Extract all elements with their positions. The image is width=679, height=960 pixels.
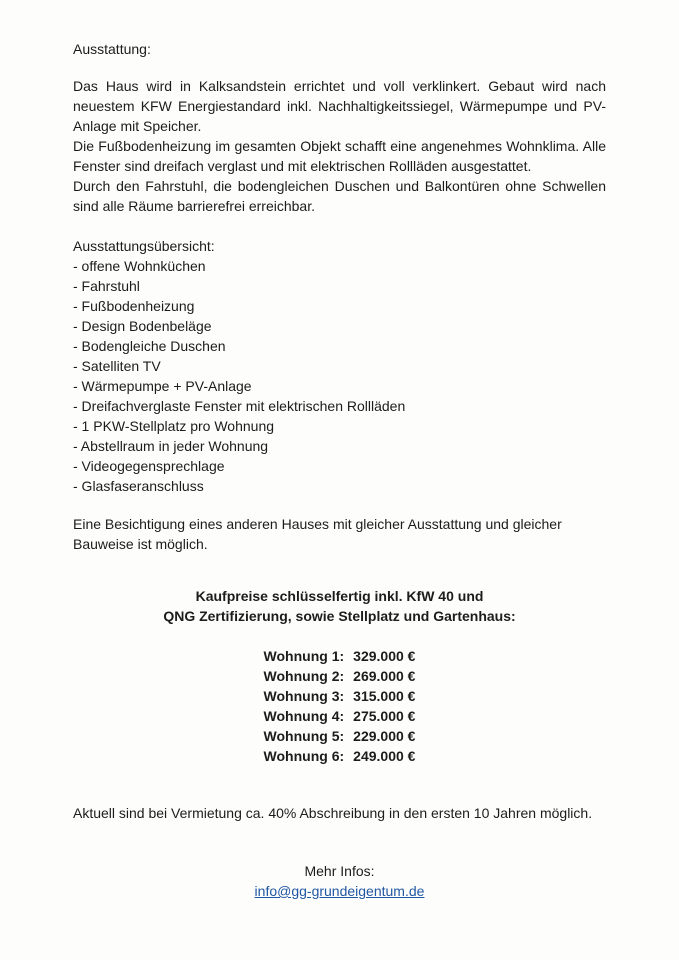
feature-item: - offene Wohnküchen	[73, 258, 206, 274]
prices-heading-line: QNG Zertifizierung, sowie Stellplatz und Gartenhaus:	[163, 608, 516, 624]
price-unit-label: Wohnung 2:	[263, 668, 345, 684]
feature-item: - Satelliten TV	[73, 358, 161, 374]
paragraph-line: Die Fußbodenheizung im gesamten Objekt schafft eine angenehmes Wohnklima. Alle	[73, 138, 606, 154]
feature-item: - 1 PKW-Stellplatz pro Wohnung	[73, 418, 275, 434]
intro-paragraph-accessibility	[73, 176, 606, 216]
paragraph-line: Durch den Fahrstuhl, die bodengleichen Duschen und Balkontüren ohne Schwellen	[73, 178, 606, 194]
email-link[interactable]: info@gg-grundeigentum.de	[254, 883, 425, 899]
feature-item: - Bodengleiche Duschen	[73, 338, 226, 354]
paragraph-line: sind alle Räume barrierefrei erreichbar.	[73, 198, 315, 214]
contact-section	[73, 861, 606, 901]
features-list	[73, 256, 606, 496]
tax-note: Aktuell sind bei Vermietung ca. 40% Abschreibung in den ersten 10 Jahren möglich.	[73, 805, 593, 821]
feature-item: - Abstellraum in jeder Wohnung	[73, 438, 269, 454]
section-label-ausstattung: Ausstattung:	[73, 41, 151, 57]
visit-note	[73, 514, 606, 554]
price-row	[73, 746, 606, 766]
feature-item: - Design Bodenbeläge	[73, 318, 212, 334]
price-value: 249.000 €	[353, 748, 416, 764]
feature-item: - Glasfaseranschluss	[73, 478, 204, 494]
price-list	[73, 646, 606, 766]
feature-item: - Wärmepumpe + PV-Anlage	[73, 378, 252, 394]
price-value: 329.000 €	[353, 648, 416, 664]
intro-paragraph-heating	[73, 136, 606, 176]
prices-heading-line: Kaufpreise schlüsselfertig inkl. KfW 40 und	[195, 588, 484, 604]
contact-label: Mehr Infos:	[304, 863, 375, 879]
price-unit-label: Wohnung 1:	[263, 648, 345, 664]
price-row	[73, 646, 606, 666]
features-section	[73, 236, 606, 496]
visit-note-line: Bauweise ist möglich.	[73, 536, 208, 552]
feature-item: - Fahrstuhl	[73, 278, 140, 294]
intro-paragraph-construction	[73, 76, 606, 136]
feature-item: - Videogegensprechlage	[73, 458, 225, 474]
price-row	[73, 726, 606, 746]
paragraph-line: neuestem KFW Energiestandard inkl. Nachhaltigkeitssiegel, Wärmepumpe und PV-	[73, 98, 606, 114]
paragraph-line: Anlage mit Speicher.	[73, 118, 202, 134]
feature-item: - Dreifachverglaste Fenster mit elektrischen Rollläden	[73, 398, 406, 414]
price-value: 269.000 €	[353, 668, 416, 684]
visit-note-line: Eine Besichtigung eines anderen Hauses mit gleicher Ausstattung und gleicher	[73, 516, 562, 532]
price-value: 315.000 €	[353, 688, 416, 704]
price-value: 275.000 €	[353, 708, 416, 724]
price-row	[73, 706, 606, 726]
paragraph-line: Das Haus wird in Kalksandstein errichtet und voll verklinkert. Gebaut wird nach	[73, 78, 606, 94]
intro-paragraphs	[73, 76, 606, 216]
price-unit-label: Wohnung 5:	[263, 728, 345, 744]
price-row	[73, 686, 606, 706]
price-row	[73, 666, 606, 686]
price-unit-label: Wohnung 3:	[263, 688, 345, 704]
feature-item: - Fußbodenheizung	[73, 298, 195, 314]
paragraph-line: Fenster sind dreifach verglast und mit elektrischen Rollläden ausgestattet.	[73, 158, 532, 174]
price-value: 229.000 €	[353, 728, 416, 744]
price-unit-label: Wohnung 6:	[263, 748, 345, 764]
email-line	[73, 881, 606, 901]
prices-heading	[73, 586, 606, 626]
features-heading: Ausstattungsübersicht:	[73, 238, 215, 254]
price-unit-label: Wohnung 4:	[263, 708, 345, 724]
